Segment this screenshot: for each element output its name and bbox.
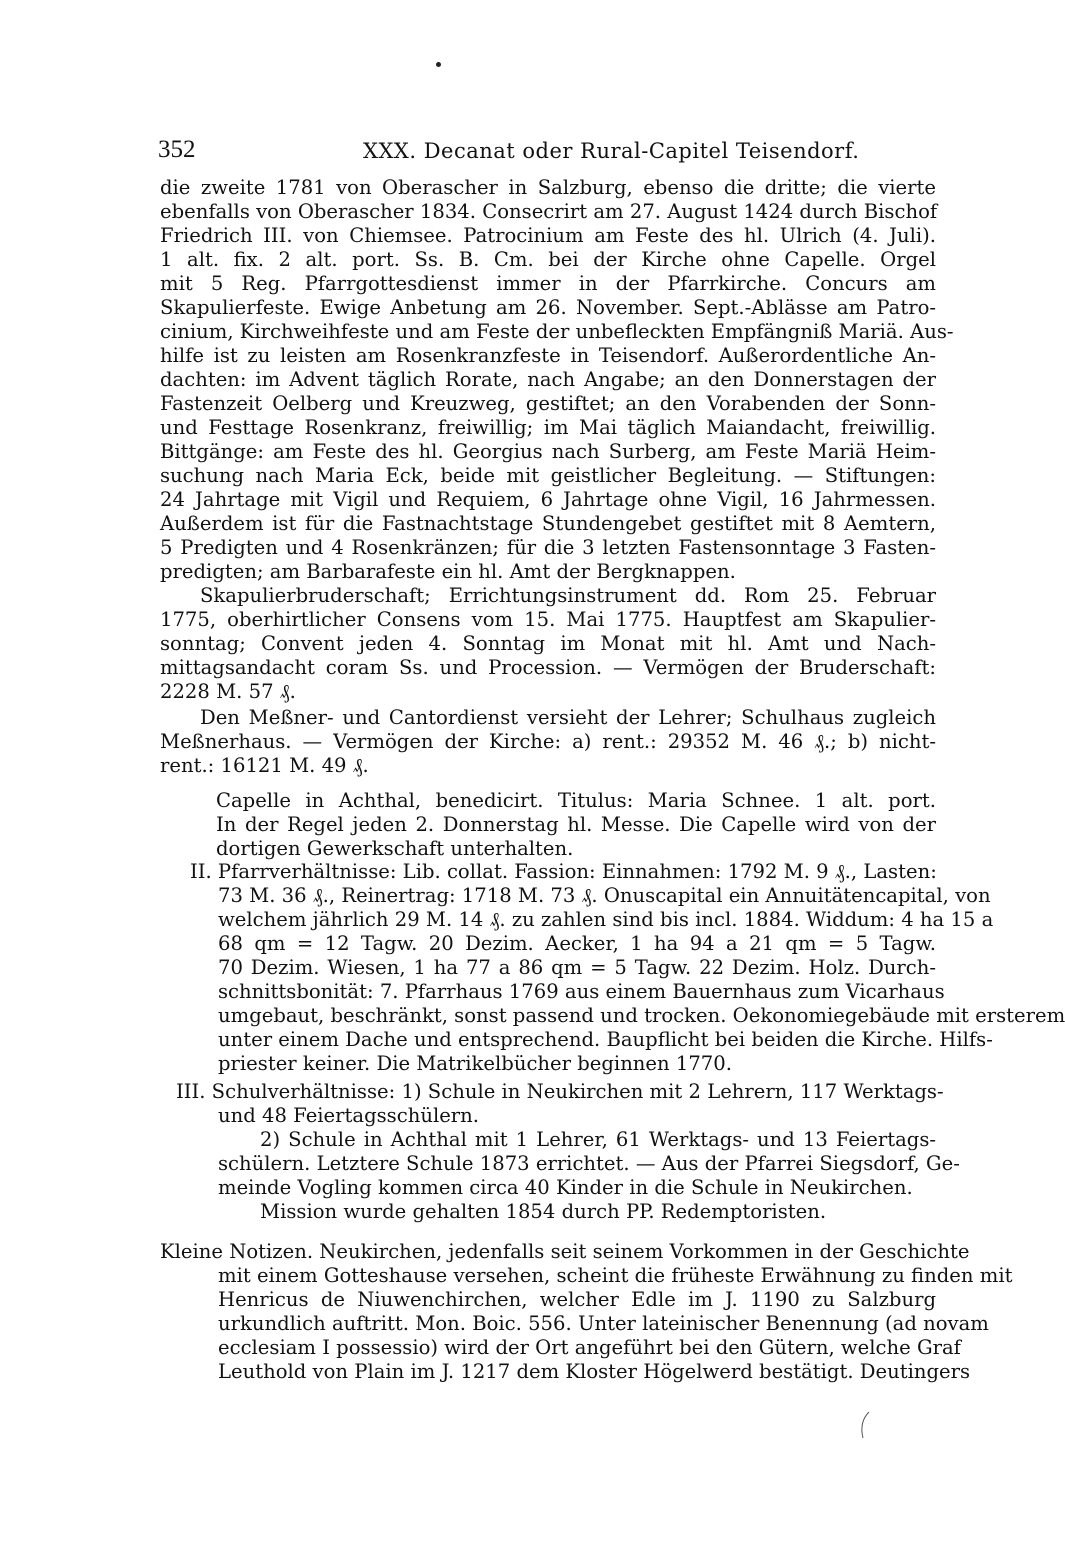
- text-line: dortigen Gewerkschaft unterhalten.: [216, 837, 574, 860]
- text-line: In der Regel jeden 2. Donnerstag hl. Messe. Die Capelle wird von der: [216, 813, 936, 836]
- text-line: mit einem Gotteshause versehen, scheint die früheste Erwähnung zu finden mit: [218, 1264, 1013, 1287]
- section-heading-line: Kleine Notizen. Neukirchen, jedenfalls seit seinem Vorkommen in der Geschichte: [160, 1240, 970, 1263]
- text-line: welchem jährlich 29 M. 14 ₰. zu zahlen sind bis incl. 1884. Widdum: 4 ha 15 a: [218, 908, 994, 931]
- text-line: 2) Schule in Achthal mit 1 Lehrer, 61 Werktags- und 13 Feiertags-: [260, 1128, 936, 1151]
- text-line: 2228 M. 57 ₰.: [160, 680, 296, 703]
- text-line: umgebaut, beschränkt, sonst passend und trocken. Oekonomiegebäude mit ersterem: [218, 1004, 1065, 1027]
- running-header: [158, 136, 938, 166]
- text-line: ebenfalls von Oberascher 1834. Consecrirt am 27. August 1424 durch Bischof: [160, 200, 938, 223]
- paragraph-capelle: [160, 789, 936, 861]
- text-line: Außerdem ist für die Fastnachtstage Stundengebet gestiftet mit 8 Aemtern,: [160, 512, 936, 535]
- section-kleine-notizen: [160, 1240, 1013, 1384]
- text-line: die zweite 1781 von Oberascher in Salzburg, ebenso die dritte; die vierte: [160, 176, 936, 199]
- text-line: Capelle in Achthal, benedicirt. Titulus: Maria Schnee. 1 alt. port.: [216, 789, 936, 812]
- text-line: hilfe ist zu leisten am Rosenkranzfeste in Teisendorf. Außerordentliche An-: [160, 344, 936, 367]
- section-pfarrverhaeltnisse: [190, 860, 1065, 1076]
- text-line: sonntag; Convent jeden 4. Sonntag im Monat mit hl. Amt und Nach-: [160, 632, 936, 655]
- text-line: cinium, Kirchweihfeste und am Feste der unbefleckten Empfängniß Mariä. Aus-: [160, 320, 954, 343]
- paragraph-mesner: [160, 706, 936, 778]
- text-line: Meßnerhaus. — Vermögen der Kirche: a) rent.: 29352 M. 46 ₰.; b) nicht-: [160, 730, 936, 753]
- running-title: XXX. Decanat oder Rural-Capitel Teisendorf.: [363, 139, 860, 163]
- text-line: Friedrich III. von Chiemsee. Patrocinium am Feste des hl. Ulrich (4. Juli).: [160, 224, 936, 247]
- text-line: mit 5 Reg. Pfarrgottesdienst immer in der Pfarrkirche. Concurs am: [160, 272, 936, 295]
- text-line: priester keiner. Die Matrikelbücher beginnen 1770.: [218, 1052, 732, 1075]
- text-line: 1 alt. fix. 2 alt. port. Ss. B. Cm. bei der Kirche ohne Capelle. Orgel: [160, 248, 936, 271]
- text-line: und Festtage Rosenkranz, freiwillig; im Mai täglich Maiandacht, freiwillig.: [160, 416, 936, 439]
- text-line: 5 Predigten und 4 Rosenkränzen; für die 3 letzten Fastensonntage 3 Fasten-: [160, 536, 936, 559]
- text-line: und 48 Feiertagsschülern.: [218, 1104, 480, 1127]
- text-line: 68 qm = 12 Tagw. 20 Dezim. Aecker, 1 ha 94 a 21 qm = 5 Tagw.: [218, 932, 936, 955]
- section-schulverhaeltnisse: [176, 1080, 960, 1224]
- text-line: predigten; am Barbarafeste ein hl. Amt der Bergknappen.: [160, 560, 736, 583]
- text-line: Skapulierbruderschaft; Errichtungsinstrument dd. Rom 25. Februar: [200, 584, 936, 607]
- text-line: unter einem Dache und entsprechend. Baupflicht bei beiden die Kirche. Hilfs-: [218, 1028, 993, 1051]
- text-line: mittagsandacht coram Ss. und Procession. — Vermögen der Bruderschaft:: [160, 656, 936, 679]
- text-line: Mission wurde gehalten 1854 durch PP. Redemptoristen.: [260, 1200, 827, 1223]
- text-line: Fastenzeit Oelberg und Kreuzweg, gestiftet; an den Vorabenden der Sonn-: [160, 392, 936, 415]
- text-line: Den Meßner- und Cantordienst versieht der Lehrer; Schulhaus zugleich: [200, 706, 936, 729]
- text-line: schnittsbonität: 7. Pfarrhaus 1769 aus einem Bauernhaus zum Vicarhaus: [218, 980, 945, 1003]
- pencil-mark: [855, 1410, 875, 1440]
- text-line: meinde Vogling kommen circa 40 Kinder in die Schule in Neukirchen.: [218, 1176, 913, 1199]
- text-line: suchung nach Maria Eck, beide mit geistlicher Begleitung. — Stiftungen:: [160, 464, 936, 487]
- text-line: 73 M. 36 ₰., Reinertrag: 1718 M. 73 ₰. Onuscapital ein Annuitätencapital, von: [218, 884, 991, 907]
- paragraph-bruderschaft: [160, 584, 936, 704]
- text-line: Bittgänge: am Feste des hl. Georgius nach Surberg, am Feste Mariä Heim-: [160, 440, 936, 463]
- text-line: 24 Jahrtage mit Vigil und Requiem, 6 Jahrtage ohne Vigil, 16 Jahrmessen.: [160, 488, 936, 511]
- text-line: Skapulierfeste. Ewige Anbetung am 26. November. Sept.-Ablässe am Patro-: [160, 296, 936, 319]
- text-line: rent.: 16121 M. 49 ₰.: [160, 754, 369, 777]
- page-number: 352: [158, 136, 196, 163]
- text-line: schülern. Letztere Schule 1873 errichtet. — Aus der Pfarrei Siegsdorf, Ge-: [218, 1152, 960, 1175]
- section-heading-line: III. Schulverhältnisse: 1) Schule in Neukirchen mit 2 Lehrern, 117 Werktags-: [176, 1080, 944, 1103]
- text-line: dachten: im Advent täglich Rorate, nach Angabe; an den Donnerstagen der: [160, 368, 936, 391]
- ink-speck: [436, 62, 441, 67]
- text-line: urkundlich auftritt. Mon. Boic. 556. Unter lateinischer Benennung (ad novam: [218, 1312, 989, 1335]
- text-line: 70 Dezim. Wiesen, 1 ha 77 a 86 qm = 5 Tagw. 22 Dezim. Holz. Durch-: [218, 956, 936, 979]
- paragraph-church-details: [160, 176, 954, 584]
- text-line: Leuthold von Plain im J. 1217 dem Kloster Högelwerd bestätigt. Deutingers: [218, 1360, 971, 1383]
- text-line: 1775, oberhirtlicher Consens vom 15. Mai 1775. Hauptfest am Skapulier-: [160, 608, 936, 631]
- section-heading-line: II. Pfarrverhältnisse: Lib. collat. Fassion: Einnahmen: 1792 M. 9 ₰., Lasten:: [190, 860, 937, 883]
- text-line: Henricus de Niuwenchirchen, welcher Edle im J. 1190 zu Salzburg: [218, 1288, 936, 1311]
- text-line: ecclesiam I possessio) wird der Ort angeführt bei den Gütern, welche Graf: [218, 1336, 961, 1359]
